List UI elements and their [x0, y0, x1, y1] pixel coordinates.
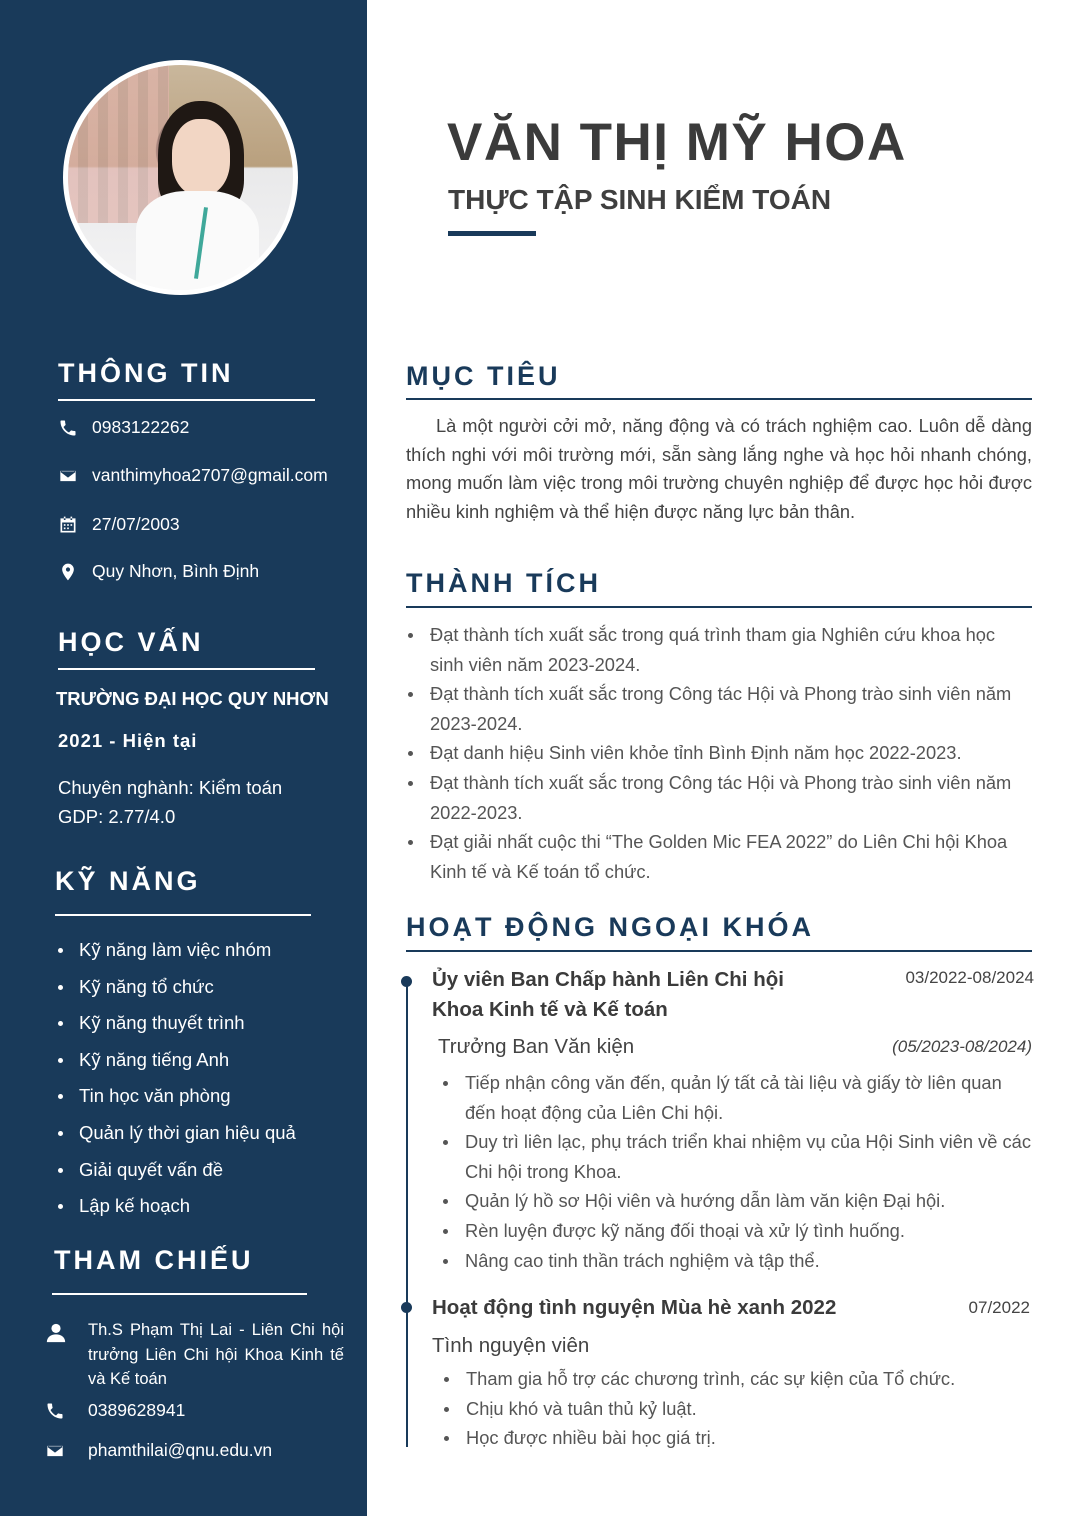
activity-date: 07/2022 — [968, 1298, 1030, 1317]
activity-role: Tình nguyện viên — [432, 1334, 590, 1357]
calendar-icon — [58, 515, 78, 535]
info-section-title: THÔNG TIN — [58, 358, 234, 388]
activity-bullet: Rèn luyện được kỹ năng đối thoại và xử lý tình huống. — [441, 1216, 1031, 1246]
activity-role-date: (05/2023-08/2024) — [892, 1037, 1032, 1056]
achievement-item: Đạt danh hiệu Sinh viên khỏe tỉnh Bình Định năm học 2022-2023. — [406, 738, 1032, 768]
timeline-dot — [401, 976, 412, 987]
activity-date: 03/2022-08/2024 — [905, 968, 1034, 987]
objective-divider — [406, 398, 1032, 400]
reference-section-title: THAM CHIẾU — [54, 1245, 254, 1275]
education-years: 2021 - Hiện tại — [58, 730, 198, 751]
timeline-line — [406, 982, 408, 1447]
skill-item: Lập kế hoạch — [58, 1192, 296, 1229]
education-school: TRƯỜNG ĐẠI HỌC QUY NHƠN — [56, 688, 329, 709]
job-title: THỰC TẬP SINH KIỂM TOÁN — [448, 184, 832, 215]
achievement-item: Đạt thành tích xuất sắc trong Công tác Hội và Phong trào sinh viên năm 2023-2024. — [406, 679, 1032, 738]
education-section-title: HỌC VẤN — [58, 627, 204, 657]
person-icon — [45, 1322, 67, 1344]
info-phone — [58, 417, 189, 438]
profile-photo — [63, 60, 298, 295]
location-pin-icon — [58, 562, 78, 582]
skill-item: Kỹ năng thuyết trình — [58, 1009, 296, 1046]
achievement-item: Đạt thành tích xuất sắc trong quá trình tham gia Nghiên cứu khoa học sinh viên năm 2023-2024. — [406, 620, 1032, 679]
reference-email-text: phamthilai@qnu.edu.vn — [88, 1440, 273, 1460]
objective-section-title: MỤC TIÊU — [406, 361, 561, 391]
reference-email — [45, 1440, 272, 1461]
skill-item: Kỹ năng làm việc nhóm — [58, 936, 296, 973]
activity-org: Hoạt động tình nguyện Mùa hè xanh 2022 — [432, 1296, 837, 1319]
email-text: vanthimyhoa2707@gmail.com — [92, 465, 328, 485]
skills-divider — [55, 914, 311, 916]
achievements-section-title: THÀNH TÍCH — [406, 568, 601, 598]
info-birthday — [58, 514, 180, 535]
achievements-list — [406, 620, 1032, 886]
activity-bullets — [442, 1364, 1032, 1453]
mail-icon — [45, 1441, 65, 1461]
title-accent-bar — [448, 231, 536, 236]
info-divider — [58, 399, 315, 401]
activity-role: Trưởng Ban Văn kiện — [438, 1035, 635, 1058]
reference-phone-text: 0389628941 — [88, 1400, 186, 1420]
skill-item: Tin học văn phòng — [58, 1082, 296, 1119]
activity-bullet: Học được nhiều bài học giá trị. — [442, 1423, 1032, 1453]
activity-bullet: Chịu khó và tuân thủ kỷ luật. — [442, 1394, 1032, 1424]
candidate-name: VĂN THỊ MỸ HOA — [447, 113, 907, 172]
timeline-dot — [401, 1302, 412, 1313]
education-major: Chuyên nghành: Kiểm toán — [58, 777, 283, 798]
objective-text: Là một người cởi mở, năng động và có trách nghiệm cao. Luôn dễ dàng thích nghi với môi trường mới, sẵn sàng lắng nghe và học hỏi nhanh chóng, mong muốn làm việc trong môi trường chuyên nghiệp để được học hỏi được nhiều kinh nghiệm và thể hiện được năng lực bản thân. — [406, 415, 1032, 522]
activities-divider — [406, 950, 1032, 952]
phone-icon — [58, 418, 78, 438]
reference-phone — [45, 1400, 185, 1421]
birthday-text: 27/07/2003 — [92, 514, 180, 534]
activity-bullets — [441, 1068, 1031, 1275]
activity-bullet: Nâng cao tinh thần trách nghiệm và tập thể. — [441, 1246, 1031, 1276]
skill-item: Kỹ năng tiếng Anh — [58, 1046, 296, 1083]
achievement-item: Đạt giải nhất cuộc thi “The Golden Mic FEA 2022” do Liên Chi hội Khoa Kinh tế và Kế toán tổ chức. — [406, 827, 1032, 886]
activity-bullet: Tiếp nhận công văn đến, quản lý tất cả tài liệu và giấy tờ liên quan đến hoạt động của Liên Chi hội. — [441, 1068, 1031, 1127]
activity-org: Ủy viên Ban Chấp hành Liên Chi hội Khoa Kinh tế và Kế toán — [432, 968, 784, 1021]
skill-item: Kỹ năng tổ chức — [58, 973, 296, 1010]
phone-text: 0983122262 — [92, 417, 190, 437]
phone-icon — [45, 1401, 65, 1421]
skills-section-title: KỸ NĂNG — [55, 866, 201, 896]
activity-bullet: Duy trì liên lạc, phụ trách triển khai nhiệm vụ của Hội Sinh viên về các Chi hội trong Khoa. — [441, 1127, 1031, 1186]
info-email — [58, 465, 328, 486]
education-gpa: GDP: 2.77/4.0 — [58, 806, 176, 827]
activities-section-title: HOẠT ĐỘNG NGOẠI KHÓA — [406, 912, 814, 942]
activity-bullet: Tham gia hỗ trợ các chương trình, các sự kiện của Tổ chức. — [442, 1364, 1032, 1394]
achievement-item: Đạt thành tích xuất sắc trong Công tác Hội và Phong trào sinh viên năm 2022-2023. — [406, 768, 1032, 827]
skills-list — [58, 936, 296, 1229]
info-address — [58, 561, 259, 582]
skill-item: Quản lý thời gian hiệu quả — [58, 1119, 296, 1156]
mail-icon — [58, 466, 78, 486]
achievements-divider — [406, 606, 1032, 608]
address-text: Quy Nhơn, Bình Định — [92, 561, 260, 581]
reference-divider — [52, 1293, 307, 1295]
reference-name: Th.S Phạm Thị Lai - Liên Chi hội trưởng Liên Chi hội Khoa Kinh tế và Kế toán — [88, 1321, 344, 1388]
skill-item: Giải quyết vấn đề — [58, 1156, 296, 1193]
activity-bullet: Quản lý hồ sơ Hội viên và hướng dẫn làm văn kiện Đại hội. — [441, 1186, 1031, 1216]
sidebar — [0, 0, 367, 1516]
education-divider — [58, 668, 315, 670]
